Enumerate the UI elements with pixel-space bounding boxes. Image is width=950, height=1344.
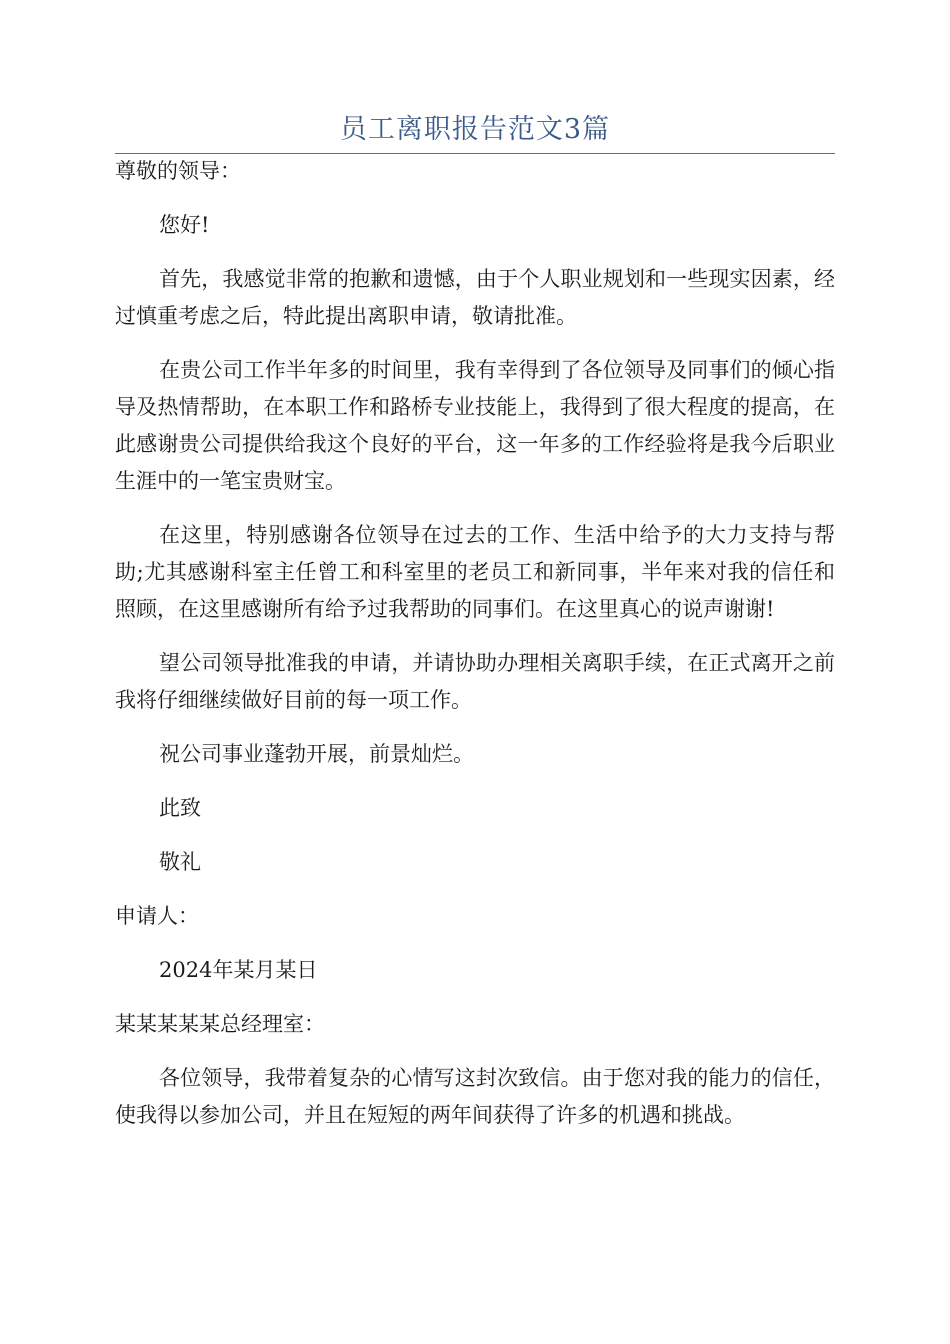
paragraph-gratitude: 在贵公司工作半年多的时间里，我有幸得到了各位领导及同事们的倾心指导及热情帮助，在本职工作和路桥专业技能上，我得到了很大程度的提高，在此感谢贵公司提供给我这个良好的平台，这一年多的工作经验将是我今后职业生涯中的一笔宝贵财宝。 (115, 358, 835, 493)
applicant-label: 申请人： (115, 904, 199, 928)
date-line: 2024年某月某日 (159, 958, 318, 982)
document-body (115, 150, 835, 1134)
paragraph-intro: 首先，我感觉非常的抱歉和遗憾，由于个人职业规划和一些现实因素，经过慎重考虑之后，特此提出离职申请，敬请批准。 (115, 267, 835, 328)
salutation: 尊敬的领导： (115, 159, 241, 183)
second-letter-salutation: 某某某某某总经理室： (115, 1012, 325, 1036)
closing-line-1: 此致 (159, 796, 201, 820)
page-title: 员工离职报告范文3篇 (339, 114, 611, 145)
paragraph-request: 望公司领导批准我的申请，并请协助办理相关离职手续，在正式离开之前我将仔细继续做好目前的每一项工作。 (115, 651, 835, 712)
greeting: 您好! (159, 213, 210, 237)
paragraph-thanks: 在这里，特别感谢各位领导在过去的工作、生活中给予的大力支持与帮助;尤其感谢科室主任曾工和科室里的老员工和新同事，半年来对我的信任和照顾，在这里感谢所有给予过我帮助的同事们。在这里真心的说声谢谢! (115, 523, 835, 621)
closing-line-2: 敬礼 (159, 850, 201, 874)
paragraph-wishes: 祝公司事业蓬勃开展，前景灿烂。 (159, 742, 474, 766)
second-letter-paragraph: 各位领导，我带着复杂的心情写这封次致信。由于您对我的能力的信任，使我得以参加公司，并且在短短的两年间获得了许多的机遇和挑战。 (115, 1066, 835, 1127)
